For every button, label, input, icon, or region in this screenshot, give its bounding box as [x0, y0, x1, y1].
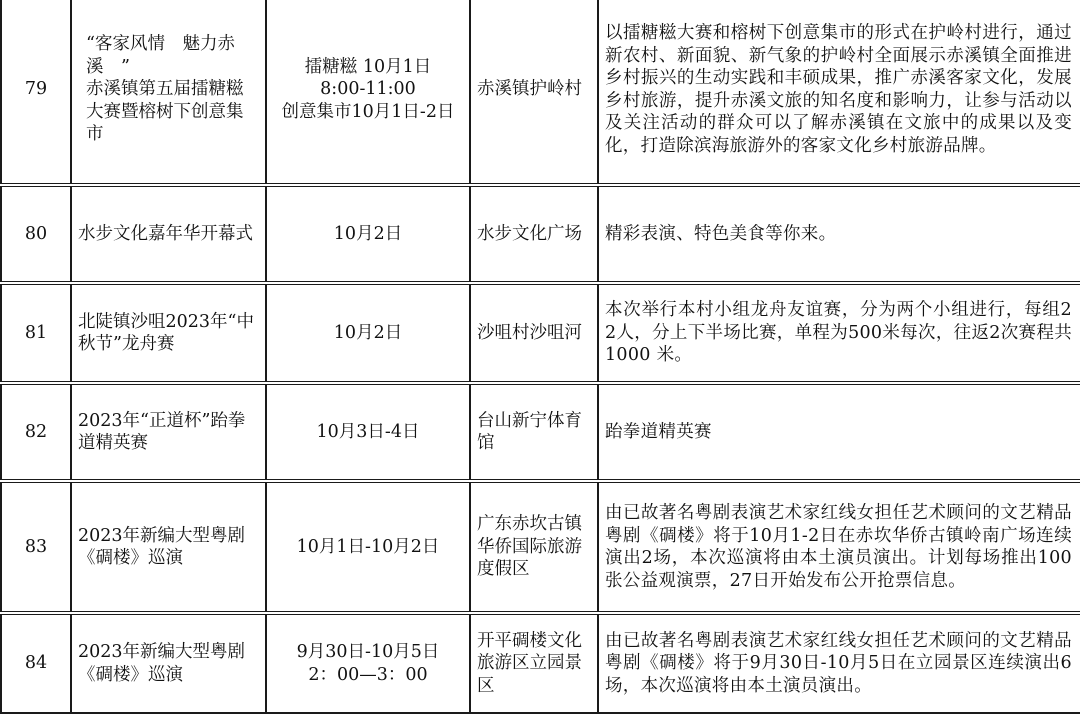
activity-name: 水步文化嘉年华开幕式 [71, 185, 266, 283]
activity-description: 由已故著名粤剧表演艺术家红线女担任艺术顾问的文艺精品粤剧《碉楼》将于10月1-2日在赤坎华侨古镇岭南广场连续演出2场，本次巡演将由本土演员演出。计划每场推出100张公益观演票，27日开始发布公开抢票信息。 [598, 481, 1080, 613]
activity-description: 以擂糖糍大赛和榕树下创意集市的形式在护岭村进行，通过新农村、新面貌、新气象的护岭村全面展示赤溪镇全面推进乡村振兴的生动实践和丰硕成果，推广赤溪客家文化，发展乡村旅游，提升赤溪文旅的知名度和影响力，让参与活动以及关注活动的群众可以了解赤溪镇在文旅中的成果以及变化，打造除滨海旅游外的客家文化乡村旅游品牌。 [598, 0, 1080, 185]
activity-time: 10月2日 [266, 185, 470, 283]
activity-description: 由已故著名粤剧表演艺术家红线女担任艺术顾问的文艺精品粤剧《碉楼》将于9月30日-10月5日在立园景区连续演出6场，本次巡演将由本土演员演出。 [598, 613, 1080, 713]
activity-name: “客家风情 魅力赤溪 ” 赤溪镇第五届擂糖糍大赛暨榕树下创意集市 [71, 0, 266, 185]
activity-place: 赤溪镇护岭村 [470, 0, 598, 185]
table-row [1, 383, 1080, 481]
row-number: 81 [1, 283, 71, 383]
activity-time: 10月3日-4日 [266, 383, 470, 481]
activity-time: 10月1日-10月2日 [266, 481, 470, 613]
activity-name: 北陡镇沙咀2023年“中秋节”龙舟赛 [71, 283, 266, 383]
table-row [1, 481, 1080, 613]
table-row [1, 283, 1080, 383]
row-number: 84 [1, 613, 71, 713]
row-number: 80 [1, 185, 71, 283]
activity-time: 9月30日-10月5日 2：00—3：00 [266, 613, 470, 713]
activity-description: 精彩表演、特色美食等你来。 [598, 185, 1080, 283]
activity-place: 水步文化广场 [470, 185, 598, 283]
table-row [1, 185, 1080, 283]
activity-place: 沙咀村沙咀河 [470, 283, 598, 383]
activity-place: 开平碉楼文化旅游区立园景区 [470, 613, 598, 713]
activity-name: 2023年“正道杯”跆拳道精英赛 [71, 383, 266, 481]
activity-time: 10月2日 [266, 283, 470, 383]
table-row [1, 0, 1080, 185]
activity-description: 跆拳道精英赛 [598, 383, 1080, 481]
activity-description: 本次举行本村小组龙舟友谊赛，分为两个小组进行，每组22人，分上下半场比赛，单程为500米每次，往返2次赛程共1000 米。 [598, 283, 1080, 383]
row-number: 82 [1, 383, 71, 481]
row-number: 79 [1, 0, 71, 185]
activity-name: 2023年新编大型粤剧《碉楼》巡演 [71, 613, 266, 713]
activity-place: 台山新宁体育馆 [470, 383, 598, 481]
row-number: 83 [1, 481, 71, 613]
activity-time: 擂糖糍 10月1日 8:00-11:00 创意集市10月1日-2日 [266, 0, 470, 185]
activity-place: 广东赤坎古镇华侨国际旅游度假区 [470, 481, 598, 613]
table-row [1, 613, 1080, 713]
activity-name: 2023年新编大型粤剧《碉楼》巡演 [71, 481, 266, 613]
